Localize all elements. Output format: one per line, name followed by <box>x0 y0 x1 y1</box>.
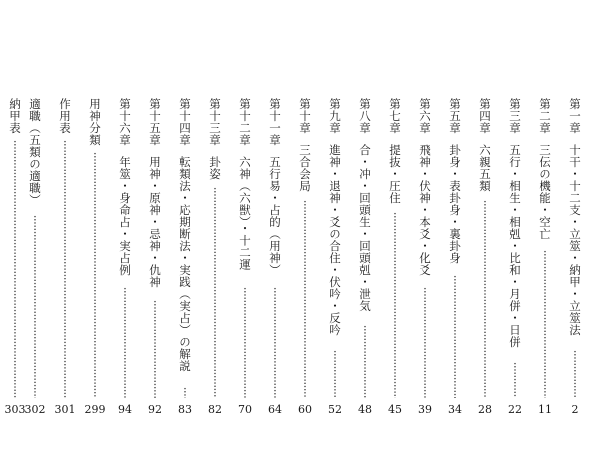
toc-entry <box>86 98 104 418</box>
page-number: 83 <box>178 403 192 416</box>
chapter-title: 納甲表 <box>8 98 22 134</box>
toc-entry-text <box>506 98 524 398</box>
page-number: 52 <box>328 403 342 416</box>
leader-dots <box>14 140 16 399</box>
leader-dots <box>34 215 36 399</box>
chapter-number: 第九章 <box>328 98 342 134</box>
leader-dots <box>124 287 126 398</box>
chapter-number: 第六章 <box>418 98 432 134</box>
page-number: 94 <box>118 403 132 416</box>
chapter-number: 第十五章 <box>148 98 162 146</box>
chapter-title: 用神・原神・忌神・仇神 <box>148 156 162 288</box>
toc-entry <box>296 98 314 418</box>
leader-dots <box>244 287 246 398</box>
toc-entry <box>6 98 24 418</box>
toc-entry <box>236 98 254 418</box>
chapter-title: 用神分類 <box>88 98 102 146</box>
toc-entry <box>566 98 584 418</box>
toc-entry-text <box>176 98 194 398</box>
chapter-title: 六神（六獣）・十二運 <box>238 156 252 271</box>
chapter-title: 五行易・占的（用神） <box>268 156 282 276</box>
page-number: 64 <box>268 403 282 416</box>
chapter-title: 適職（五類の適職） <box>28 98 42 206</box>
chapter-title: 飛神・伏神・本爻・化爻 <box>418 144 432 276</box>
leader-dots <box>574 350 576 399</box>
chapter-title: 進神・退神・爻の合住・伏吟・反吟 <box>328 144 342 336</box>
chapter-number: 第三章 <box>508 98 522 134</box>
chapter-title: 作用表 <box>58 98 72 134</box>
page-number: 92 <box>148 403 162 416</box>
toc-entry <box>476 98 494 418</box>
page-number: 70 <box>238 403 252 416</box>
page-number: 301 <box>54 403 76 416</box>
leader-dots <box>304 200 306 399</box>
toc-entry <box>116 98 134 418</box>
chapter-title: 五行・相生・相剋・比和・月併・日併 <box>508 144 522 348</box>
page-number: 2 <box>571 403 579 416</box>
toc-entry <box>146 98 164 418</box>
toc-entry <box>386 98 404 418</box>
chapter-title: 三伝の機能・空亡 <box>538 144 552 240</box>
page-number: 299 <box>84 403 106 416</box>
page-number: 45 <box>388 403 402 416</box>
leader-dots <box>454 275 456 399</box>
page-number: 303 <box>4 403 26 416</box>
chapter-title: 卦姿 <box>208 156 222 180</box>
leader-dots <box>154 300 156 399</box>
leader-dots <box>334 350 336 399</box>
toc-entry <box>536 98 554 418</box>
chapter-title: 十干・十二支・立筮・納甲・立筮法 <box>568 144 582 336</box>
leader-dots <box>484 200 486 399</box>
toc-entry <box>206 98 224 418</box>
chapter-title: 合・冲・回頭生・回頭剋・泄気 <box>358 144 372 312</box>
leader-dots <box>394 212 396 398</box>
chapter-number: 第八章 <box>358 98 372 134</box>
chapter-title: 提抜・圧住 <box>388 144 402 204</box>
leader-dots <box>424 287 426 398</box>
leader-dots <box>514 362 516 398</box>
page-number: 28 <box>478 403 492 416</box>
page-number: 34 <box>448 403 462 416</box>
chapter-number: 第十章 <box>298 98 312 134</box>
chapter-title: 卦身・表卦身・裏卦身 <box>448 144 462 264</box>
leader-dots <box>64 140 66 399</box>
toc-entry <box>446 98 464 418</box>
leader-dots <box>364 325 366 399</box>
page-number: 48 <box>358 403 372 416</box>
chapter-title: 三合会局 <box>298 144 312 192</box>
chapter-number: 第十四章 <box>178 98 192 146</box>
toc-entry <box>506 98 524 418</box>
chapter-number: 第一章 <box>568 98 582 134</box>
toc-entry <box>56 98 74 418</box>
chapter-number: 第七章 <box>388 98 402 134</box>
chapter-number: 第十三章 <box>208 98 222 146</box>
leader-dots <box>274 287 276 398</box>
leader-dots <box>94 152 96 398</box>
toc-entry <box>26 98 44 418</box>
page-number: 82 <box>208 403 222 416</box>
chapter-number: 第五章 <box>448 98 462 134</box>
toc-entry <box>266 98 284 418</box>
chapter-number: 第十二章 <box>238 98 252 146</box>
page-number: 302 <box>24 403 46 416</box>
chapter-title: 年筮・身命占・実占例 <box>118 156 132 276</box>
toc-entry <box>176 98 194 418</box>
chapter-number: 第四章 <box>478 98 492 134</box>
chapter-number: 第十六章 <box>118 98 132 146</box>
chapter-title: 六親五類 <box>478 144 492 192</box>
toc-entry <box>356 98 374 418</box>
page-number: 60 <box>298 403 312 416</box>
page-number: 11 <box>538 403 552 416</box>
toc-entry <box>326 98 344 418</box>
page-number: 22 <box>508 403 522 416</box>
chapter-title: 転類法・応期断法・実践（実占）の解説 <box>178 156 192 372</box>
page-number: 39 <box>418 403 432 416</box>
chapter-number: 第十一章 <box>268 98 282 146</box>
toc-entry <box>416 98 434 418</box>
leader-dots <box>184 387 186 398</box>
chapter-number: 第二章 <box>538 98 552 134</box>
leader-dots <box>544 250 546 399</box>
leader-dots <box>214 187 216 398</box>
